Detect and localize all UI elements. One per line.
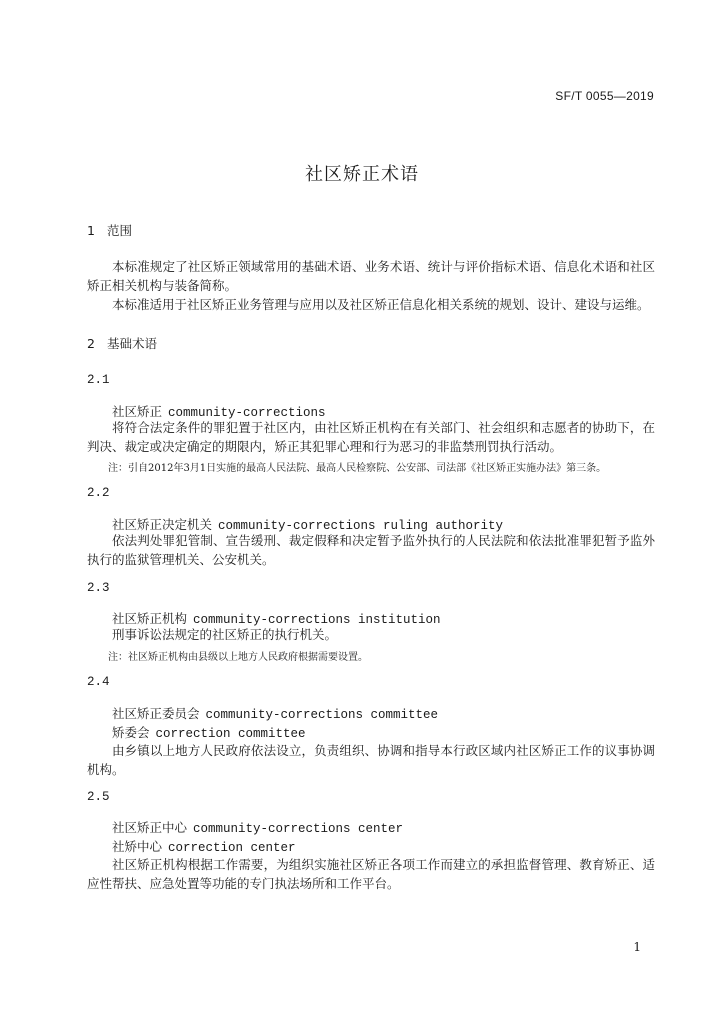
section-title: 范围	[107, 223, 133, 238]
term-en: community-corrections center	[193, 822, 404, 836]
term-en: community-corrections institution	[193, 613, 441, 627]
term-alias-zh: 矫委会	[112, 725, 150, 740]
term-definition: 将符合法定条件的罪犯置于社区内，由社区矫正机构在有关部门、社会组织和志愿者的协助下，在判决、裁定或决定确定的期限内，矫正其犯罪心理和行为恶习的非监禁刑罚执行活动。	[87, 420, 655, 454]
scope-paragraph-2: 本标准适用于社区矫正业务管理与应用以及社区矫正信息化相关系统的规划、设计、建设与运维。	[112, 297, 650, 312]
term-note: 注：社区矫正机构由县级以上地方人民政府根据需要设置。	[108, 652, 368, 663]
term-definition: 刑事诉讼法规定的社区矫正的执行机关。	[112, 627, 338, 642]
term-definition: 社区矫正机构根据工作需要，为组织实施社区矫正各项工作而建立的承担监督管理、教育矫正、适应性帮扶、应急处置等功能的专门执法场所和工作平台。	[87, 857, 655, 891]
term-en: community-corrections committee	[205, 708, 439, 722]
term-zh: 社区矫正机构	[112, 611, 188, 626]
term-number: 2.5	[87, 790, 110, 804]
term-zh: 社区矫正	[112, 404, 163, 419]
term-heading	[112, 818, 403, 836]
term-definition: 依法判处罪犯管制、宣告缓刑、裁定假释和决定暂予监外执行的人民法院和依法批准罪犯暂予监外执行的监狱管理机关、公安机关。	[87, 533, 655, 567]
term-en: community-corrections	[168, 406, 326, 420]
term-alias-zh: 社矫中心	[112, 839, 163, 854]
term-number: 2.2	[87, 486, 110, 500]
term-alias	[112, 837, 296, 855]
term-definition: 由乡镇以上地方人民政府依法设立，负责组织、协调和指导本行政区域内社区矫正工作的议事协调机构。	[87, 743, 655, 777]
term-zh: 社区矫正委员会	[112, 706, 200, 721]
term-en: community-corrections ruling authority	[218, 519, 504, 533]
term-heading	[112, 704, 438, 722]
term-note: 注：引自2012年3月1日实施的最高人民法院、最高人民检察院、公安部、司法部《社区矫正实施办法》第三条。	[108, 463, 607, 474]
term-alias-en: correction center	[168, 841, 296, 855]
term-zh: 社区矫正中心	[112, 820, 188, 835]
term-alias-en: correction committee	[155, 727, 306, 741]
term-number: 2.1	[87, 373, 110, 387]
scope-paragraph-1: 本标准规定了社区矫正领域常用的基础术语、业务术语、统计与评价指标术语、信息化术语和社区矫正相关机构与装备简称。	[87, 259, 655, 293]
section-heading-scope	[87, 221, 132, 239]
section-number: 1	[87, 223, 95, 238]
term-number: 2.4	[87, 675, 110, 689]
document-title: 社区矫正术语	[305, 164, 419, 185]
term-zh: 社区矫正决定机关	[112, 517, 213, 532]
page-number: 1	[633, 940, 641, 954]
section-heading-basic-terms	[87, 334, 157, 352]
section-number: 2	[87, 336, 95, 351]
section-title: 基础术语	[107, 336, 158, 351]
standard-number: SF/T 0055—2019	[555, 89, 654, 103]
term-alias	[112, 723, 306, 741]
term-number: 2.3	[87, 581, 110, 595]
